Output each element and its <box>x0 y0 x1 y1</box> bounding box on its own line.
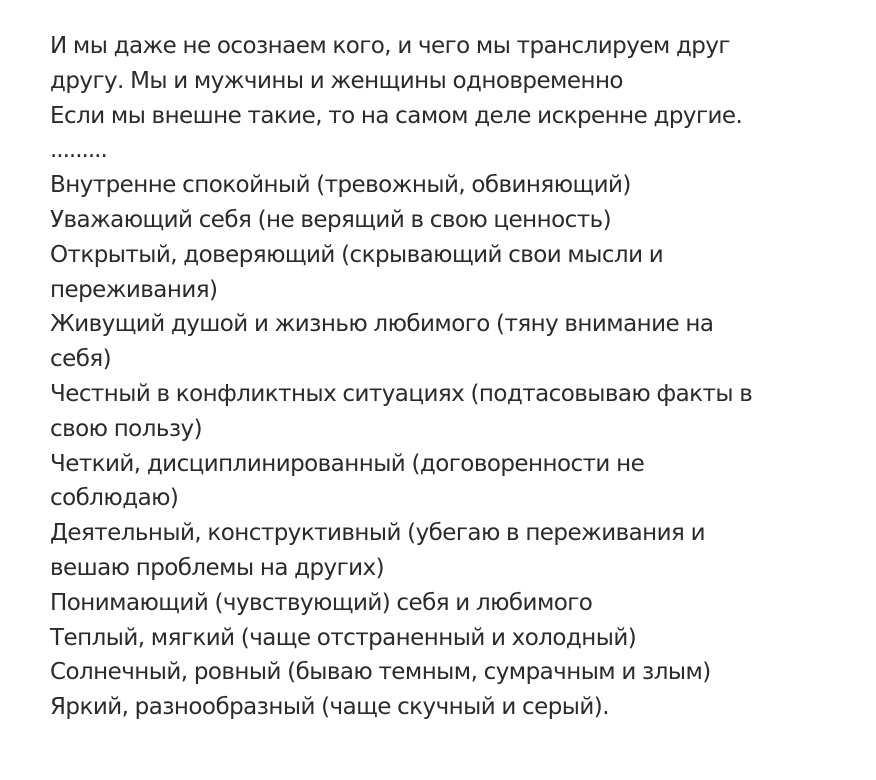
text-line: вешаю проблемы на других) <box>50 554 385 581</box>
text-line: Солнечный, ровный (бываю темным, сумрачным и злым) <box>50 659 711 686</box>
text-line: Если мы внешне такие, то на самом деле искренне другие. <box>50 102 743 129</box>
text-line: Честный в конфликтных ситуациях (подтасовываю факты в <box>50 380 753 407</box>
text-line: Яркий, разнообразный (чаще скучный и серый). <box>50 694 609 721</box>
text-line: Понимающий (чувствующий) себя и любимого <box>50 589 593 616</box>
text-line: переживания) <box>50 276 218 303</box>
text-line: себя) <box>50 346 112 373</box>
text-line: Живущий душой и жизнью любимого (тяну внимание на <box>50 311 714 338</box>
text-line: Уважающий себя (не верящий в свою ценность) <box>50 206 612 233</box>
ellipsis-separator: ......... <box>50 137 107 164</box>
text-line: другу. Мы и мужчины и женщины одновременно <box>50 67 623 94</box>
text-line: свою пользу) <box>50 415 203 442</box>
text-line: Четкий, дисциплинированный (договоренности не <box>50 450 645 477</box>
text-line: Открытый, доверяющий (скрывающий свои мысли и <box>50 241 664 268</box>
text-line: Деятельный, конструктивный (убегаю в переживания и <box>50 520 706 547</box>
text-line: Теплый, мягкий (чаще отстраненный и холодный) <box>50 624 637 651</box>
text-line: И мы даже не осознаем кого, и чего мы транслируем друг <box>50 33 730 59</box>
text-line: соблюдаю) <box>50 485 179 512</box>
post-text <box>50 29 850 725</box>
text-line: Внутренне спокойный (тревожный, обвиняющий) <box>50 172 631 199</box>
